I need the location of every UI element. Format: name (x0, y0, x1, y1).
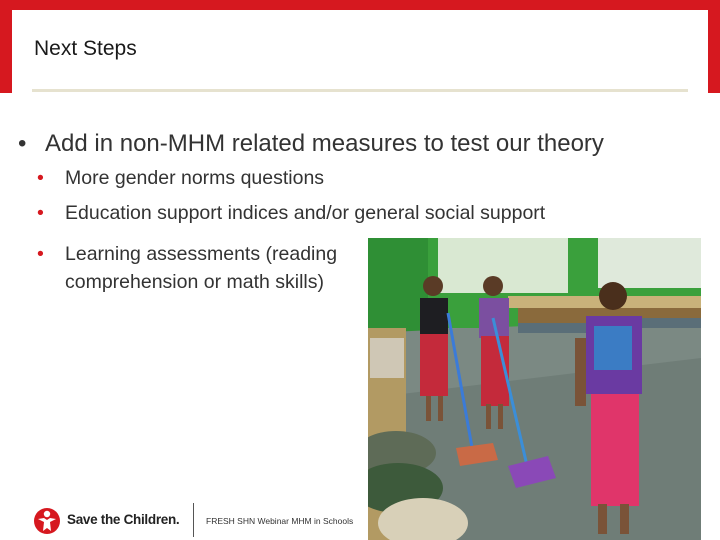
organization-logo (32, 504, 192, 536)
logo-text: Save the Children. (67, 512, 180, 527)
sub-bullet-marker: • (37, 202, 44, 224)
sub-bullet-text: Education support indices and/or general social support (65, 202, 546, 224)
sub-bullet-marker: • (37, 167, 44, 189)
bullet-marker: • (18, 130, 27, 157)
main-bullet (18, 130, 604, 158)
sub-bullet-marker: • (37, 243, 44, 265)
save-the-children-logo-icon (32, 504, 62, 536)
sub-bullet-text: Learning assessments (reading comprehension or math skills) (65, 243, 338, 293)
slide-title: Next Steps (34, 37, 137, 60)
sub-bullet-2 (37, 202, 545, 225)
classroom-photo (368, 238, 701, 540)
sub-bullet-1 (37, 167, 324, 190)
main-bullet-text: Add in non-MHM related measures to test our theory (45, 130, 604, 157)
footer-divider (193, 503, 194, 537)
classroom-photo-drawing (368, 238, 701, 540)
sub-bullet-text: More gender norms questions (65, 167, 325, 189)
sub-bullet-3 (37, 240, 367, 296)
footer-text: FRESH SHN Webinar MHM in Schools (206, 516, 354, 526)
title-divider (32, 89, 688, 92)
